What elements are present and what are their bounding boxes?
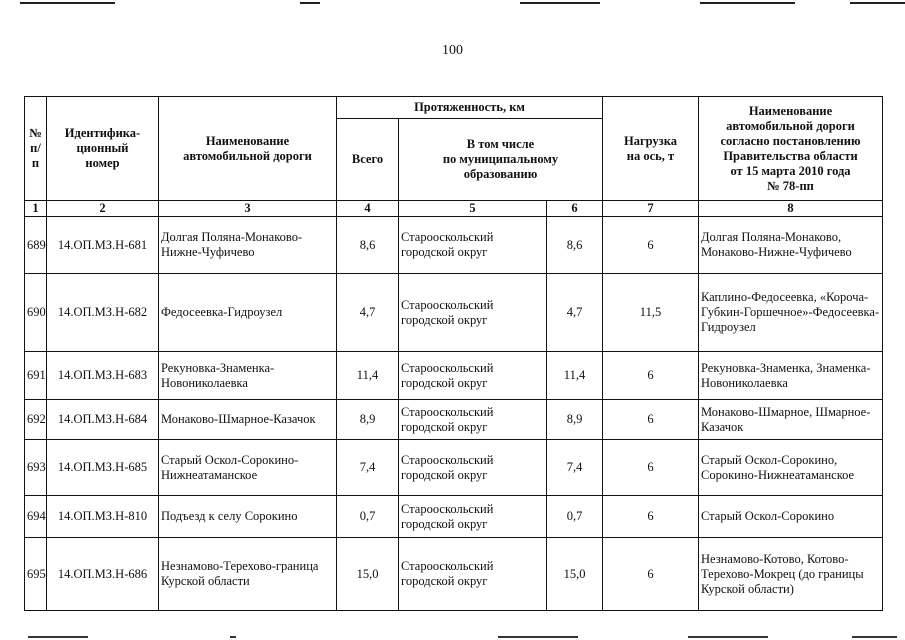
row-number: 691 — [25, 352, 47, 400]
row-load: 6 — [603, 440, 699, 496]
table-row — [25, 400, 883, 440]
row-gov-name: Старый Оскол-Сорокино — [699, 496, 883, 538]
row-district: Старооскольский городской округ — [399, 274, 547, 352]
row-id: 14.ОП.МЗ.Н-681 — [47, 217, 159, 274]
row-name: Подъезд к селу Сорокино — [159, 496, 337, 538]
col-number: 4 — [337, 201, 399, 217]
row-number: 695 — [25, 538, 47, 611]
row-load: 6 — [603, 352, 699, 400]
row-total: 7,4 — [337, 440, 399, 496]
row-load: 6 — [603, 217, 699, 274]
header-num: № п/п — [25, 97, 47, 201]
row-gov-name: Монаково-Шмарное, Шмарное-Казачок — [699, 400, 883, 440]
row-name: Долгая Поляна-Монаково-Нижне-Чуфичево — [159, 217, 337, 274]
row-km: 7,4 — [547, 440, 603, 496]
row-district: Старооскольский городской округ — [399, 538, 547, 611]
row-km: 15,0 — [547, 538, 603, 611]
col-number: 6 — [547, 201, 603, 217]
row-total: 15,0 — [337, 538, 399, 611]
table-row — [25, 440, 883, 496]
row-id: 14.ОП.МЗ.Н-810 — [47, 496, 159, 538]
row-id: 14.ОП.МЗ.Н-684 — [47, 400, 159, 440]
col-number: 7 — [603, 201, 699, 217]
row-gov-name: Долгая Поляна-Монаково, Монаково-Нижне-Чуфичево — [699, 217, 883, 274]
row-id: 14.ОП.МЗ.Н-683 — [47, 352, 159, 400]
page-number: 100 — [442, 43, 463, 58]
row-district: Старооскольский городской округ — [399, 352, 547, 400]
row-gov-name: Каплино-Федосеевка, «Короча-Губкин-Горшечное»-Федосеевка-Гидроузел — [699, 274, 883, 352]
header-name: Наименование автомобильной дороги — [159, 97, 337, 201]
bottom-scan-edge — [0, 634, 905, 640]
row-number: 689 — [25, 217, 47, 274]
row-total: 8,6 — [337, 217, 399, 274]
row-km: 8,6 — [547, 217, 603, 274]
row-load: 6 — [603, 400, 699, 440]
table-row — [25, 274, 883, 352]
row-name: Незнамово-Терехово-граница Курской области — [159, 538, 337, 611]
top-scan-edge — [0, 0, 905, 6]
header-gov-name: Наименование автомобильной дороги согласно постановлению Правительства области от 15 марта 2010 года № 78-пп — [699, 97, 883, 201]
col-number: 2 — [47, 201, 159, 217]
row-district: Старооскольский городской округ — [399, 496, 547, 538]
row-number: 692 — [25, 400, 47, 440]
row-gov-name: Незнамово-Котово, Котово-Терехово-Мокрец (до границы Курской области) — [699, 538, 883, 611]
row-name: Монаково-Шмарное-Казачок — [159, 400, 337, 440]
row-district: Старооскольский городской округ — [399, 400, 547, 440]
table-row — [25, 496, 883, 538]
header-load: Нагрузка на ось, т — [603, 97, 699, 201]
col-number: 3 — [159, 201, 337, 217]
row-km: 0,7 — [547, 496, 603, 538]
row-id: 14.ОП.МЗ.Н-682 — [47, 274, 159, 352]
roads-table — [24, 96, 883, 611]
row-number: 694 — [25, 496, 47, 538]
table-row — [25, 538, 883, 611]
row-total: 8,9 — [337, 400, 399, 440]
row-km: 11,4 — [547, 352, 603, 400]
row-number: 693 — [25, 440, 47, 496]
row-total: 0,7 — [337, 496, 399, 538]
row-load: 11,5 — [603, 274, 699, 352]
row-total: 4,7 — [337, 274, 399, 352]
col-number: 1 — [25, 201, 47, 217]
table-row — [25, 352, 883, 400]
table-row — [25, 217, 883, 274]
row-number: 690 — [25, 274, 47, 352]
row-id: 14.ОП.МЗ.Н-686 — [47, 538, 159, 611]
col-number: 8 — [699, 201, 883, 217]
row-load: 6 — [603, 496, 699, 538]
header-incl: В том числе по муниципальному образованию — [399, 119, 603, 201]
header-total: Всего — [337, 119, 399, 201]
row-district: Старооскольский городской округ — [399, 440, 547, 496]
header-length: Протяженность, км — [337, 97, 603, 119]
row-km: 8,9 — [547, 400, 603, 440]
col-number: 5 — [399, 201, 547, 217]
row-load: 6 — [603, 538, 699, 611]
row-km: 4,7 — [547, 274, 603, 352]
row-name: Рекуновка-Знаменка-Новониколаевка — [159, 352, 337, 400]
row-total: 11,4 — [337, 352, 399, 400]
row-name: Федосеевка-Гидроузел — [159, 274, 337, 352]
header-id: Идентифика- ционный номер — [47, 97, 159, 201]
row-id: 14.ОП.МЗ.Н-685 — [47, 440, 159, 496]
row-gov-name: Старый Оскол-Сорокино, Сорокино-Нижнеатаманское — [699, 440, 883, 496]
row-gov-name: Рекуновка-Знаменка, Знаменка-Новониколаевка — [699, 352, 883, 400]
row-name: Старый Оскол-Сорокино-Нижнеатаманское — [159, 440, 337, 496]
row-district: Старооскольский городской округ — [399, 217, 547, 274]
